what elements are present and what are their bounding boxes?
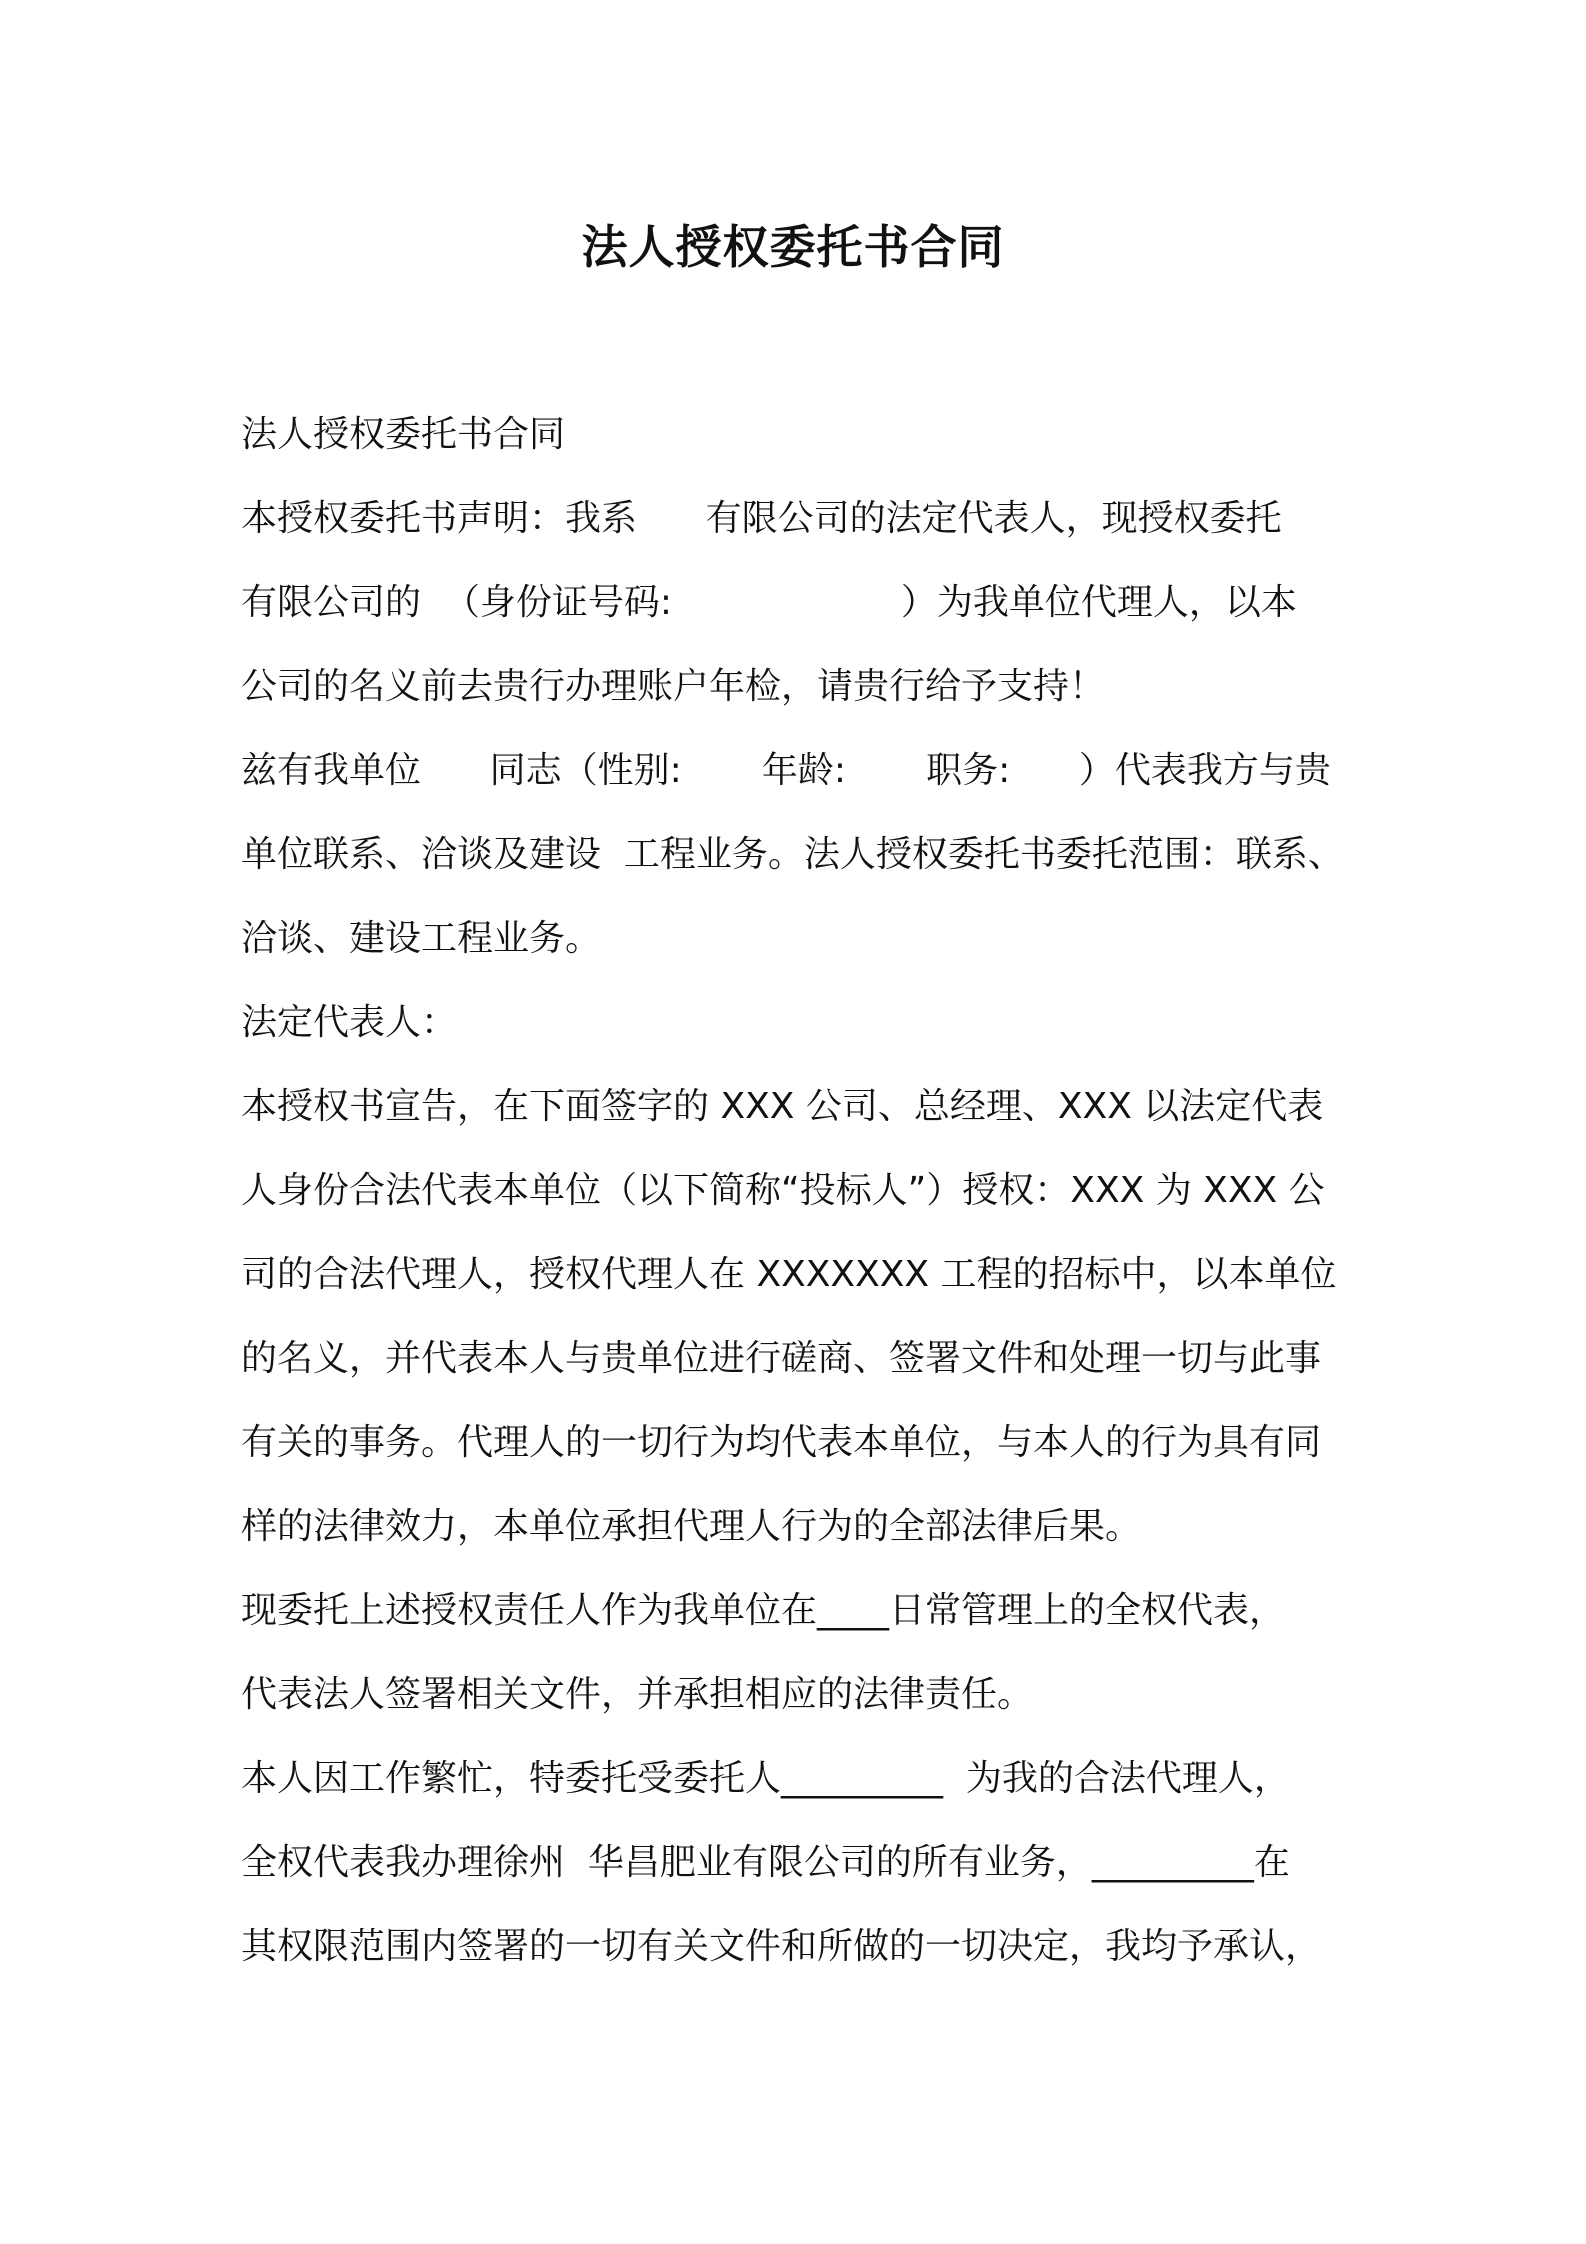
body-line: 洽谈、建设工程业务。 — [241, 918, 602, 959]
body-line: 样的法律效力，本单位承担代理人行为的全部法律后果。 — [241, 1506, 1142, 1547]
body-line: 本授权书宣告，在下面签字的 XXX 公司、总经理、XXX 以法定代表 — [241, 1086, 1324, 1127]
body-line: 法定代表人： — [241, 1002, 458, 1043]
body-line: 现委托上述授权责任人作为我单位在____日常管理上的全权代表， — [241, 1590, 1286, 1631]
body-line: 有限公司的 （身份证号码: ）为我单位代理人，以本 — [241, 582, 1297, 623]
body-line: 本授权委托书声明：我系 有限公司的法定代表人，现授权委托 — [241, 498, 1282, 539]
body-line: 单位联系、洽谈及建设 工程业务。法人授权委托书委托范围：联系、 — [241, 834, 1344, 875]
body-line: 全权代表我办理徐州 华昌肥业有限公司的所有业务，_________在 — [241, 1842, 1290, 1883]
document-title: 法人授权委托书合同 — [581, 220, 1005, 274]
body-line: 人身份合法代表本单位（以下简称“投标人”）授权：XXX 为 XXX 公 — [241, 1170, 1325, 1211]
body-line: 其权限范围内签署的一切有关文件和所做的一切决定，我均予承认， — [241, 1926, 1322, 1967]
body-line: 代表法人签署相关文件，并承担相应的法律责任。 — [241, 1674, 1034, 1715]
body-line: 兹有我单位 同志（性别: 年龄: 职务: ）代表我方与贵 — [241, 750, 1331, 791]
body-line: 司的合法代理人，授权代理人在 XXXXXXX 工程的招标中，以本单位 — [241, 1254, 1337, 1295]
body-line: 的名义，并代表本人与贵单位进行磋商、签署文件和处理一切与此事 — [241, 1338, 1322, 1379]
body-line: 法人授权委托书合同 — [241, 414, 566, 455]
body-line: 本人因工作繁忙，特委托受委托人_________ 为我的合法代理人， — [241, 1758, 1290, 1799]
body-line: 有关的事务。代理人的一切行为均代表本单位，与本人的行为具有同 — [241, 1422, 1322, 1463]
body-line: 公司的名义前去贵行办理账户年检，请贵行给予支持！ — [241, 666, 1106, 707]
